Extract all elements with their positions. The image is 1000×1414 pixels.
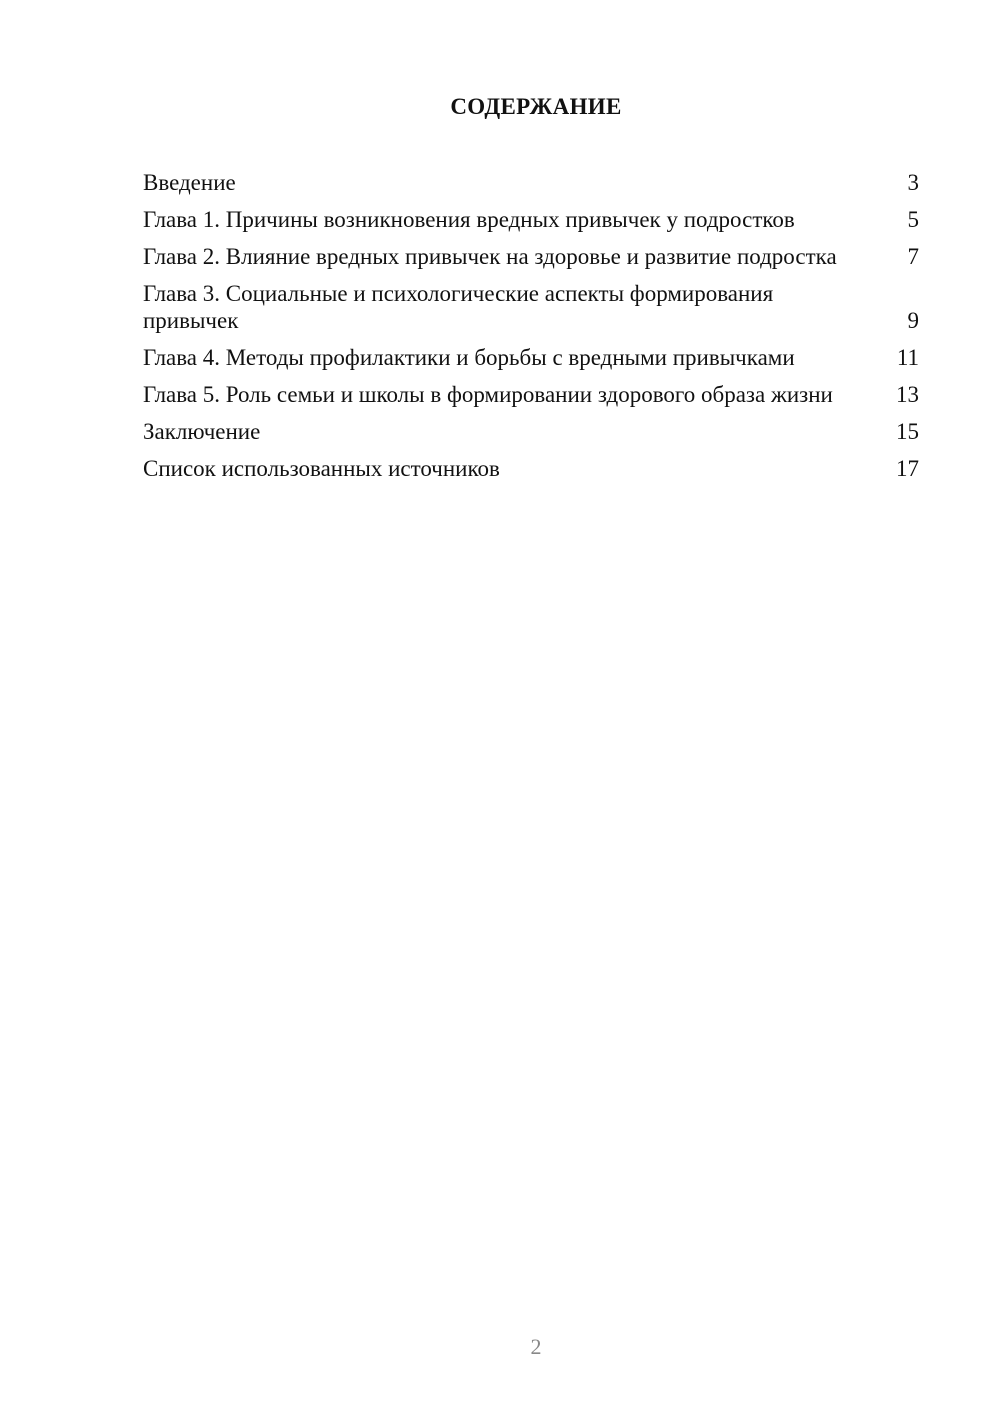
- toc-entry-page: 7: [907, 244, 919, 269]
- toc-entry-title: Список использованных источников: [143, 456, 500, 481]
- toc-entry-chapter-4[interactable]: [143, 344, 919, 371]
- toc-entry-title: Глава 2. Влияние вредных привычек на здоровье и развитие подростка: [143, 244, 837, 269]
- toc-entry-page: 5: [907, 207, 919, 232]
- toc-entry-title: Глава 1. Причины возникновения вредных привычек у подростков: [143, 207, 795, 232]
- toc-entry-chapter-2[interactable]: [143, 243, 919, 270]
- toc-entry-page: 9: [907, 308, 919, 333]
- toc-entry-page: 17: [896, 456, 919, 481]
- toc-entry-chapter-3[interactable]: [143, 280, 919, 334]
- toc-entry-conclusion[interactable]: [143, 418, 919, 445]
- toc-entry-title: Глава 3. Социальные и психологические аспекты формирования привычек: [143, 281, 774, 333]
- page-number: 2: [530, 1334, 542, 1359]
- toc-entry-chapter-1[interactable]: [143, 206, 919, 233]
- toc-entry-references[interactable]: [143, 455, 919, 482]
- table-of-contents: [143, 169, 919, 492]
- toc-entry-page: 15: [896, 419, 919, 444]
- toc-entry-title: Введение: [143, 170, 236, 195]
- toc-entry-introduction[interactable]: [143, 169, 919, 196]
- toc-entry-title: Глава 4. Методы профилактики и борьбы с вредными привычками: [143, 345, 795, 370]
- toc-entry-title: Заключение: [143, 419, 261, 444]
- page-title: СОДЕРЖАНИЕ: [450, 94, 622, 119]
- toc-entry-page: 3: [907, 170, 919, 195]
- toc-entry-chapter-5[interactable]: [143, 381, 919, 408]
- toc-entry-page: 11: [896, 345, 919, 370]
- toc-entry-title: Глава 5. Роль семьи и школы в формировании здорового образа жизни: [143, 382, 833, 407]
- toc-entry-page: 13: [896, 382, 919, 407]
